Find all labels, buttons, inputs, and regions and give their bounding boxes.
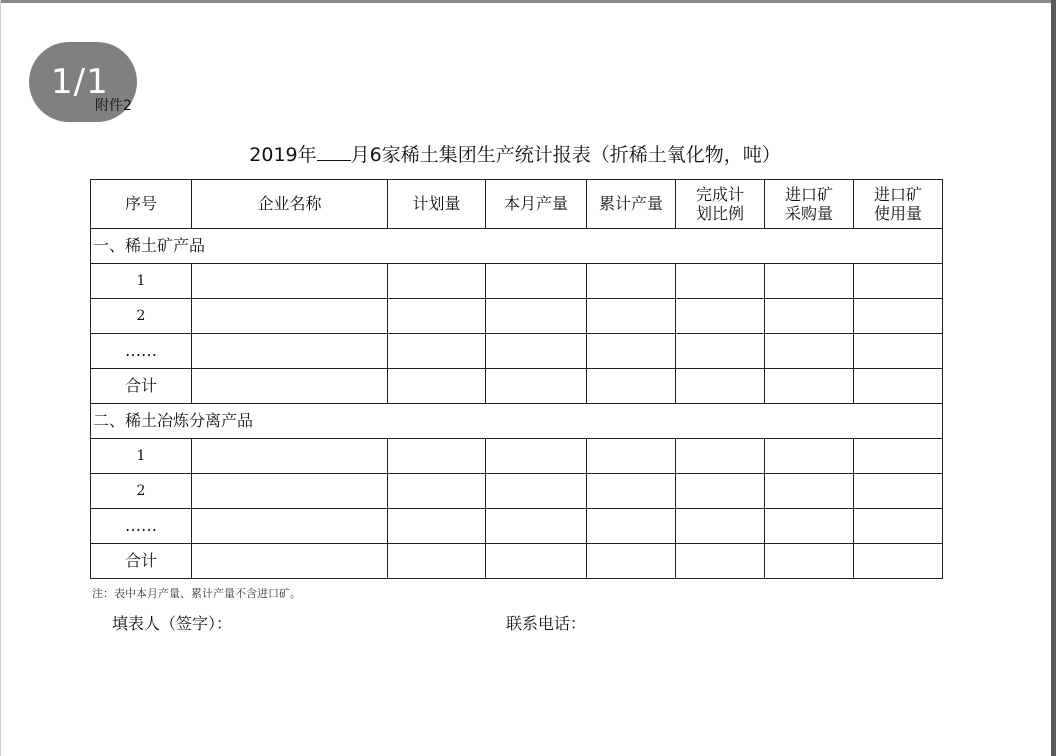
data-cell[interactable] bbox=[765, 509, 854, 544]
table-row bbox=[91, 264, 943, 299]
data-cell[interactable] bbox=[388, 369, 486, 404]
viewer-left-border bbox=[0, 0, 1, 756]
table-row bbox=[91, 369, 943, 404]
data-cell[interactable] bbox=[765, 544, 854, 579]
data-cell[interactable] bbox=[676, 369, 765, 404]
data-cell[interactable] bbox=[486, 509, 587, 544]
row-index-cell: 1 bbox=[91, 264, 192, 299]
data-cell[interactable] bbox=[388, 299, 486, 334]
title-year: 2019年 bbox=[249, 144, 317, 166]
data-cell[interactable] bbox=[854, 369, 943, 404]
data-cell[interactable] bbox=[486, 439, 587, 474]
data-cell[interactable] bbox=[486, 264, 587, 299]
data-cell[interactable] bbox=[587, 474, 676, 509]
data-cell[interactable] bbox=[676, 299, 765, 334]
data-cell[interactable] bbox=[587, 334, 676, 369]
data-cell[interactable] bbox=[587, 299, 676, 334]
data-cell[interactable] bbox=[676, 474, 765, 509]
data-cell[interactable] bbox=[854, 299, 943, 334]
data-cell[interactable] bbox=[388, 334, 486, 369]
title-text: 月6家稀土集团生产统计报表（折稀土氧化物，吨） bbox=[350, 144, 781, 166]
section-title: 二、稀土冶炼分离产品 bbox=[91, 404, 943, 439]
data-cell[interactable] bbox=[388, 474, 486, 509]
data-cell[interactable] bbox=[388, 509, 486, 544]
report-table bbox=[90, 179, 943, 579]
data-cell[interactable] bbox=[192, 264, 388, 299]
data-cell[interactable] bbox=[676, 334, 765, 369]
title-month-blank bbox=[317, 143, 351, 161]
report-title bbox=[0, 140, 1030, 167]
data-cell[interactable] bbox=[676, 439, 765, 474]
table-row bbox=[91, 509, 943, 544]
data-cell[interactable] bbox=[388, 439, 486, 474]
data-cell[interactable] bbox=[192, 334, 388, 369]
header-cell: 完成计 划比例 bbox=[676, 180, 765, 229]
row-index-cell: 合计 bbox=[91, 544, 192, 579]
data-cell[interactable] bbox=[486, 474, 587, 509]
data-cell[interactable] bbox=[676, 544, 765, 579]
data-cell[interactable] bbox=[676, 264, 765, 299]
row-index-cell: …… bbox=[91, 334, 192, 369]
attachment-label: 附件2 bbox=[95, 98, 132, 114]
data-cell[interactable] bbox=[486, 334, 587, 369]
data-cell[interactable] bbox=[854, 544, 943, 579]
data-cell[interactable] bbox=[587, 439, 676, 474]
header-cell: 序号 bbox=[91, 180, 192, 229]
data-cell[interactable] bbox=[192, 369, 388, 404]
data-cell[interactable] bbox=[676, 509, 765, 544]
table-row bbox=[91, 299, 943, 334]
section-title: 一、稀土矿产品 bbox=[91, 229, 943, 264]
page-indicator-badge: 1/1 bbox=[29, 42, 137, 122]
data-cell[interactable] bbox=[587, 544, 676, 579]
table-row bbox=[91, 439, 943, 474]
data-cell[interactable] bbox=[587, 264, 676, 299]
data-cell[interactable] bbox=[192, 509, 388, 544]
data-cell[interactable] bbox=[192, 544, 388, 579]
data-cell[interactable] bbox=[854, 334, 943, 369]
data-cell[interactable] bbox=[192, 299, 388, 334]
data-cell[interactable] bbox=[765, 334, 854, 369]
viewer-top-border bbox=[0, 0, 1056, 3]
data-cell[interactable] bbox=[765, 439, 854, 474]
contact-phone-label: 联系电话： bbox=[506, 614, 587, 633]
header-row bbox=[91, 180, 943, 229]
header-cell: 进口矿 采购量 bbox=[765, 180, 854, 229]
header-cell: 本月产量 bbox=[486, 180, 587, 229]
data-cell[interactable] bbox=[854, 264, 943, 299]
row-index-cell: 2 bbox=[91, 299, 192, 334]
data-cell[interactable] bbox=[388, 544, 486, 579]
section-row bbox=[91, 404, 943, 439]
row-index-cell: …… bbox=[91, 509, 192, 544]
data-cell[interactable] bbox=[587, 369, 676, 404]
data-cell[interactable] bbox=[765, 474, 854, 509]
header-cell: 累计产量 bbox=[587, 180, 676, 229]
row-index-cell: 合计 bbox=[91, 369, 192, 404]
data-cell[interactable] bbox=[388, 264, 486, 299]
data-cell[interactable] bbox=[486, 299, 587, 334]
viewer-scrollbar[interactable] bbox=[1051, 0, 1056, 756]
data-cell[interactable] bbox=[587, 509, 676, 544]
table-row bbox=[91, 334, 943, 369]
data-cell[interactable] bbox=[192, 474, 388, 509]
data-cell[interactable] bbox=[854, 474, 943, 509]
data-cell[interactable] bbox=[765, 299, 854, 334]
header-cell: 计划量 bbox=[388, 180, 486, 229]
header-cell: 企业名称 bbox=[192, 180, 388, 229]
table-row bbox=[91, 544, 943, 579]
data-cell[interactable] bbox=[192, 439, 388, 474]
data-cell[interactable] bbox=[765, 369, 854, 404]
data-cell[interactable] bbox=[486, 544, 587, 579]
data-cell[interactable] bbox=[854, 509, 943, 544]
data-cell[interactable] bbox=[486, 369, 587, 404]
table-note: 注：表中本月产量、累计产量不含进口矿。 bbox=[92, 587, 301, 600]
data-cell[interactable] bbox=[854, 439, 943, 474]
header-cell: 进口矿 使用量 bbox=[854, 180, 943, 229]
data-cell[interactable] bbox=[765, 264, 854, 299]
row-index-cell: 2 bbox=[91, 474, 192, 509]
section-row bbox=[91, 229, 943, 264]
table-row bbox=[91, 474, 943, 509]
row-index-cell: 1 bbox=[91, 439, 192, 474]
filler-signature-label: 填表人（签字）： bbox=[112, 614, 233, 633]
